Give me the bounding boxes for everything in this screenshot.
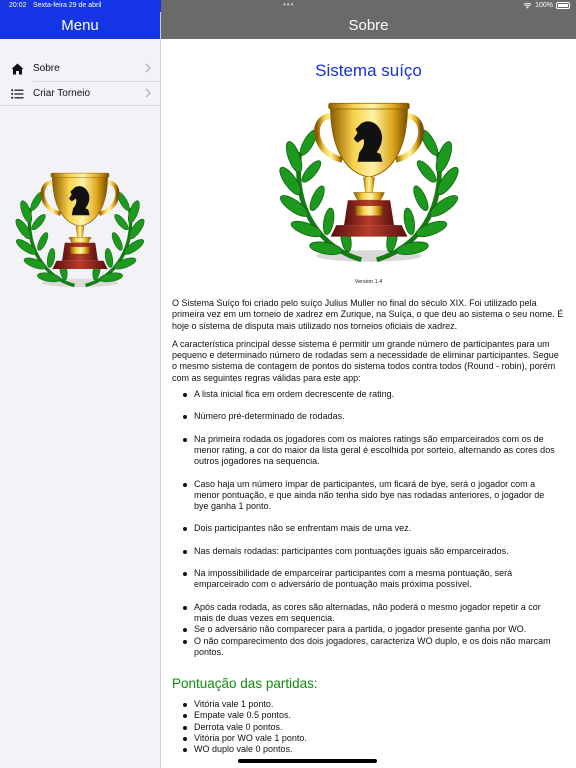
list-item: Número pré-determinado de rodadas. <box>172 411 565 422</box>
battery-percent: 100% <box>535 2 553 9</box>
trophy-laurel-logo <box>273 84 465 278</box>
description-paragraph: A característica principal desse sistema é permitir um grande número de participantes para um pequeno e determinado número de rodadas sem a necessidade de eliminar participantes. Segue o mesmo sistema de contagem de pontos do sistema todos contra todos (Round - robin), porém com as seguintes regras válidas para este app: <box>172 338 559 383</box>
list-item: Na impossibilidade de emparceirar participantes com a mesma pontuação, será emparceirado com o adversário de pontuação mais próxima possível. <box>172 568 565 591</box>
status-bar-left <box>0 0 161 12</box>
section-title: Pontuação das partidas: <box>172 676 318 692</box>
wifi-icon <box>523 2 532 9</box>
list-item: O não comparecimento dos dois jogadores, caracteriza WO duplo, e os dois não marcam pontos. <box>172 636 565 659</box>
list-item: WO duplo vale 0 pontos. <box>172 744 565 755</box>
list-item: Dois participantes não se enfrentam mais de uma vez. <box>172 523 565 534</box>
chevron-right-icon <box>145 63 151 73</box>
chevron-right-icon <box>145 88 151 98</box>
sidebar-item-label: Criar Torneio <box>33 88 91 99</box>
page-title: Sistema suíço <box>315 61 422 80</box>
list-item: Vitória por WO vale 1 ponto. <box>172 733 565 744</box>
trophy-laurel-logo <box>11 160 149 298</box>
list-item: Empate vale 0.5 pontos. <box>172 710 565 721</box>
sidebar-item-label: Sobre <box>33 63 60 74</box>
detail-pane <box>161 12 576 768</box>
sidebar-item-sobre[interactable] <box>0 56 160 81</box>
list-item: Vitória vale 1 ponto. <box>172 699 565 710</box>
list-item: Nas demais rodadas: participantes com pontuações iguais são emparceirados. <box>172 546 565 557</box>
nav-title: Sobre <box>161 12 576 39</box>
status-bar-right <box>161 0 576 12</box>
status-date: Sexta-feira 29 de abril <box>33 2 102 9</box>
menu-list <box>0 56 160 106</box>
house-icon <box>10 62 24 76</box>
about-content <box>161 61 576 756</box>
list-item: A lista inicial fica em ordem decrescente de rating. <box>172 389 565 400</box>
battery-icon <box>556 2 570 9</box>
list-item: Derrota vale 0 pontos. <box>172 722 565 733</box>
list-item: Após cada rodada, as cores são alternadas, não poderá o mesmo jogador repetir a cor mais de duas vezes em sequencia. <box>172 602 565 625</box>
sidebar-title: Menu <box>0 12 160 39</box>
multitasking-dots-icon[interactable]: ••• <box>283 0 295 9</box>
list-icon <box>10 87 24 101</box>
status-time: 20:02 <box>9 2 27 9</box>
rules-list <box>172 389 565 658</box>
version-label: Version 1.4 <box>354 279 383 285</box>
home-indicator[interactable] <box>238 759 377 763</box>
sidebar-item-criar-torneio[interactable] <box>0 81 160 106</box>
intro-paragraph: O Sistema Suíço foi criado pelo suíço Julius Muller no final do século XIX. Foi utilizado pela primeira vez em um torneio de xadrez em Zurique, na Suíça, o que deu ao sistema o seu nome. É hoje o sistema de disputa mais utilizado nos torneios oficiais de xadrez. <box>172 298 564 331</box>
points-list <box>172 699 565 755</box>
list-item: Se o adversário não comparecer para a partida, o jogador presente ganha por WO. <box>172 624 565 635</box>
sidebar <box>0 12 161 768</box>
list-item: Na primeira rodada os jogadores com os maiores ratings são emparceirados com os de menor rating, a cor do maior da lista geral é escolhida por sorteio, alternando as cores dos outros jogadores na sequencia. <box>172 434 565 468</box>
list-item: Caso haja um número ímpar de participantes, um ficará de bye, será o jogador com a menor pontuação, e que ainda não tenha sido bye nas rodadas anteriores, o jogador de bye ganha 1 ponto. <box>172 479 565 513</box>
